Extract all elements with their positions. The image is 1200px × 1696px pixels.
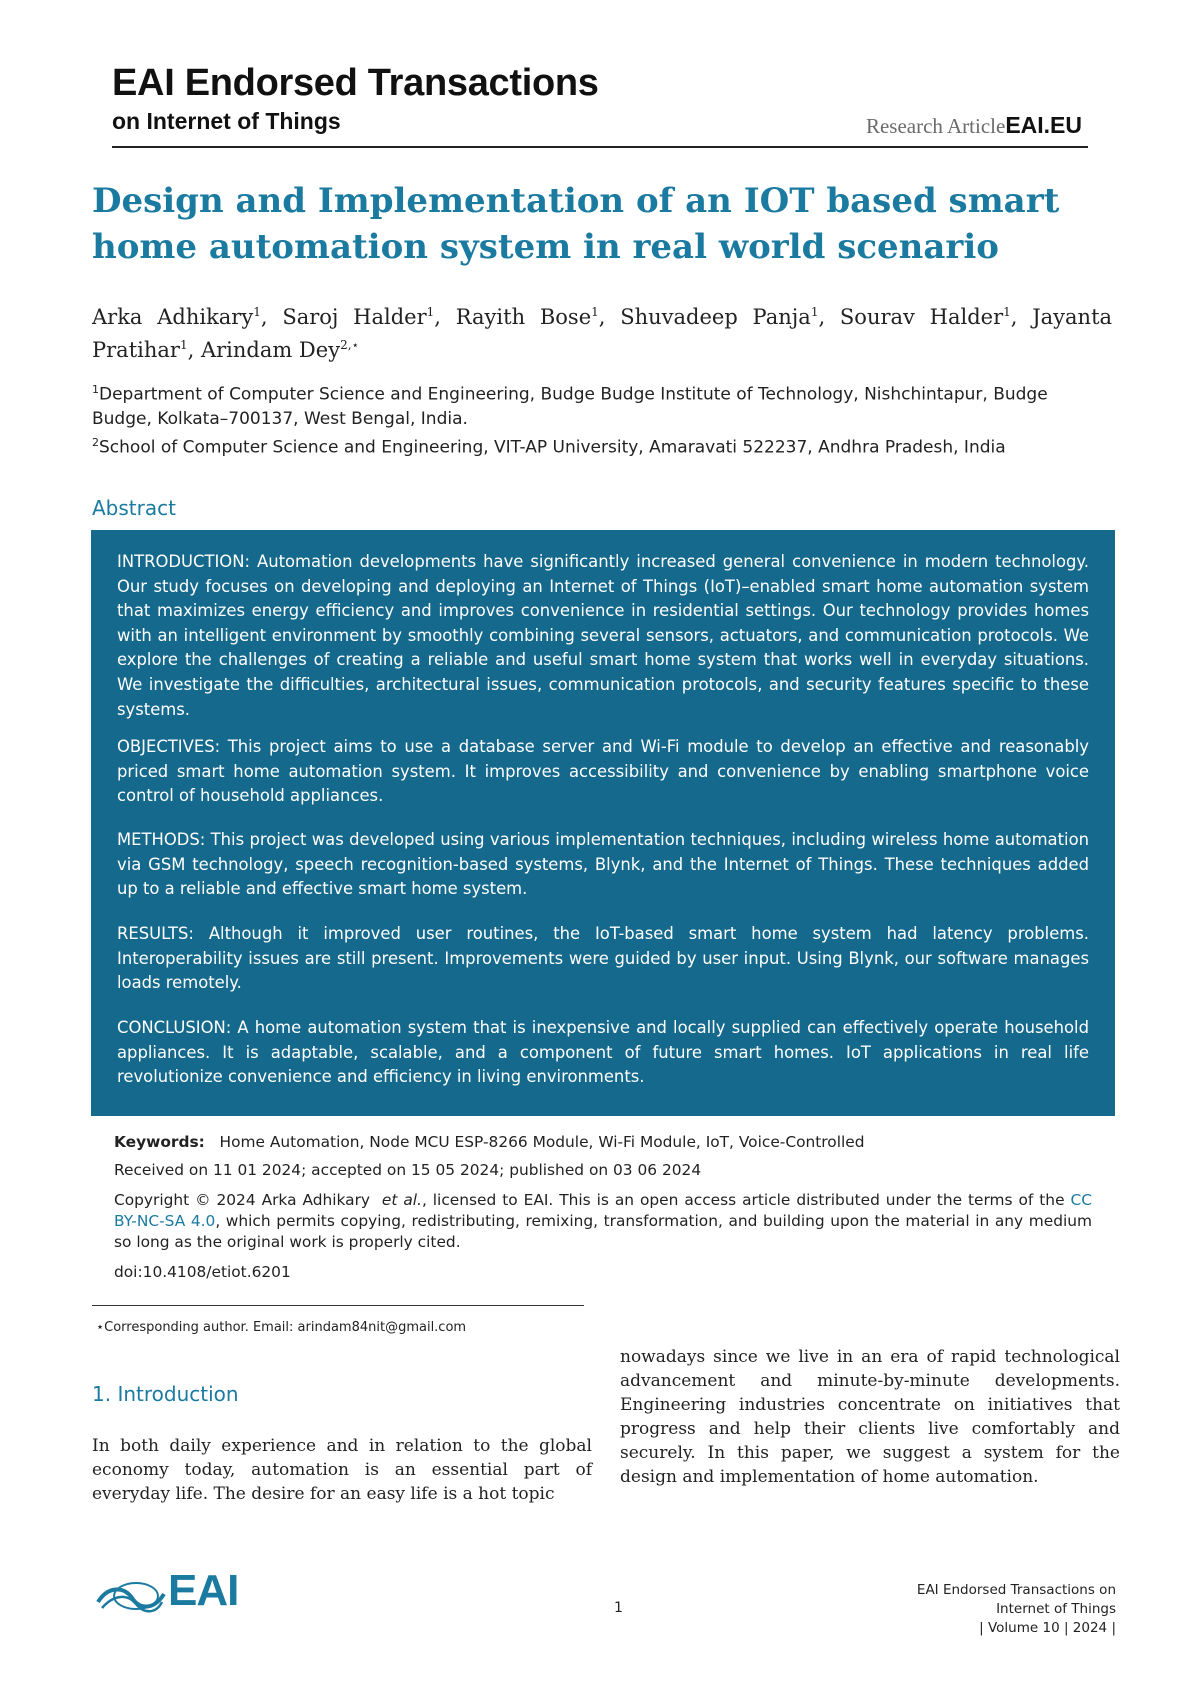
author-affil-mark: 1 xyxy=(179,338,188,352)
abstract-objectives: OBJECTIVES: This project aims to use a database server and Wi-Fi module to develop an effective and reasonably priced smart home automation system. It improves accessibility and convenience by enabling smartphone voice control of household appliances. xyxy=(117,737,1089,806)
author: Saroj Halder xyxy=(282,305,427,329)
author: Rayith Bose xyxy=(455,305,592,329)
author-affil-mark: 1 xyxy=(253,305,261,319)
author: Arindam Dey xyxy=(200,338,341,362)
paper-title-line2: home automation system in real world scenario xyxy=(92,227,999,267)
copyright-notice: Copyright © 2024 Arka Adhikary et al., licensed to EAI. This is an open access article distributed under the terms of the CC BY-NC-SA 4.0, which permits copying, redistributing, remixing, transformation, and building upon the material in any medium so long as the original work is properly cited. xyxy=(114,1191,1092,1251)
author: Jayanta Pratihar xyxy=(92,305,1113,362)
page-number: 1 xyxy=(614,1600,623,1616)
keywords xyxy=(114,1132,1092,1153)
abstract-heading: Abstract xyxy=(92,496,176,520)
author-affil-mark: 2,⋆ xyxy=(340,338,360,352)
author-affil-mark: 1 xyxy=(426,305,435,319)
article-type: Research Article xyxy=(865,114,1006,138)
footer-journal-info: EAI Endorsed Transactions on Internet of Things | Volume 10 | 2024 | xyxy=(916,1582,1116,1636)
eai-logo-text: EAI xyxy=(168,1566,239,1615)
doi[interactable]: doi:10.4108/etiot.6201 xyxy=(114,1263,291,1281)
author-affil-mark: 1 xyxy=(591,305,599,319)
body-text-right-column: nowadays since we live in an era of rapid technological advancement and minute-by-minute developments. Engineering industries concentrate on initiatives that progress and help their clients live comfortably and securely. In this paper, we suggest a system for the design and implementation of home automation. xyxy=(620,1347,1120,1487)
body-text-left-column: In both daily experience and in relation to the global economy today, automation is an essential part of everyday life. The desire for an easy life is a hot topic xyxy=(92,1436,592,1504)
header-divider xyxy=(112,146,1088,148)
license-link[interactable]: CC BY-NC-SA 4.0 xyxy=(114,1191,1092,1230)
abstract-conclusion: CONCLUSION: A home automation system that is inexpensive and locally supplied can effectively operate household appliances. It is adaptable, scalable, and a component of future smart homes. IoT applications in real life revolutionize convenience and efficiency in living environments. xyxy=(117,1018,1089,1087)
corresponding-author-footnote: ⋆Corresponding author. Email: arindam84nit@gmail.com xyxy=(96,1320,467,1335)
footnote-divider xyxy=(92,1305,584,1306)
affiliations xyxy=(92,378,1112,459)
author: Sourav Halder xyxy=(839,305,1004,329)
author-affil-mark: 1 xyxy=(1003,305,1011,319)
article-dates: Received on 11 01 2024; accepted on 15 05 2024; published on 03 06 2024 xyxy=(114,1161,702,1179)
journal-subtitle: on Internet of Things xyxy=(112,108,341,134)
abstract-introduction: INTRODUCTION: Automation developments have significantly increased general convenience in modern technology. Our study focuses on developing and deploying an Internet of Things (IoT)–enabled smart home automation system that maximizes energy efficiency and improves convenience in residential settings. Our technology provides homes with an intelligent environment by smoothly combining several sensors, actuators, and communication protocols. We explore the challenges of creating a reliable and useful smart home system that works well in everyday situations. We investigate the difficulties, architectural issues, communication protocols, and security features specific to these systems. xyxy=(117,552,1089,719)
publisher-link[interactable]: EAI.EU xyxy=(1005,112,1082,138)
affiliation-1: $^1$Department of Computer Science and Engineering, Budge Budge Institute of Technology, Nishchintapur, Budge Budge, Kolkata–700137, West Bengal, India. xyxy=(92,383,1048,429)
section-heading-introduction: 1. Introduction xyxy=(92,1382,239,1406)
paper-title-line1: Design and Implementation of an IOT based smart xyxy=(92,181,1060,221)
author-list: Arka Adhikary$^1$, Saroj Halder$^1$, Rayith Bose$^1$, Shuvadeep Panja$^1$, Sourav Halder$^1$, Jayanta Pratihar$^1$, Arindam Dey$^{2,⋆}$ xyxy=(92,305,1113,362)
paper-title xyxy=(92,178,1102,270)
author: Shuvadeep Panja xyxy=(620,305,811,329)
keywords-text: Home Automation, Node MCU ESP-8266 Module, Wi-Fi Module, IoT, Voice-Controlled xyxy=(219,1133,865,1151)
affiliation-2: $^2$School of Computer Science and Engineering, VIT-AP University, Amaravati 522237, Andhra Pradesh, India xyxy=(92,435,1006,458)
abstract-methods: METHODS: This project was developed using various implementation techniques, including wireless home automation via GSM technology, speech recognition-based systems, Blynk, and the Internet of Things. These techniques added up to a reliable and effective smart home system. xyxy=(117,830,1089,899)
header-right xyxy=(866,112,1082,139)
abstract-box xyxy=(91,530,1115,1116)
journal-title: EAI Endorsed Transactions xyxy=(112,62,599,104)
keywords-label: Keywords: xyxy=(114,1133,205,1151)
author: Arka Adhikary xyxy=(92,305,254,329)
abstract-results: RESULTS: Although it improved user routines, the IoT-based smart home system had latency problems. Interoperability issues are still present. Improvements were guided by user input. Using Blynk, our software manages loads remotely. xyxy=(117,924,1089,993)
author-affil-mark: 1 xyxy=(810,305,819,319)
